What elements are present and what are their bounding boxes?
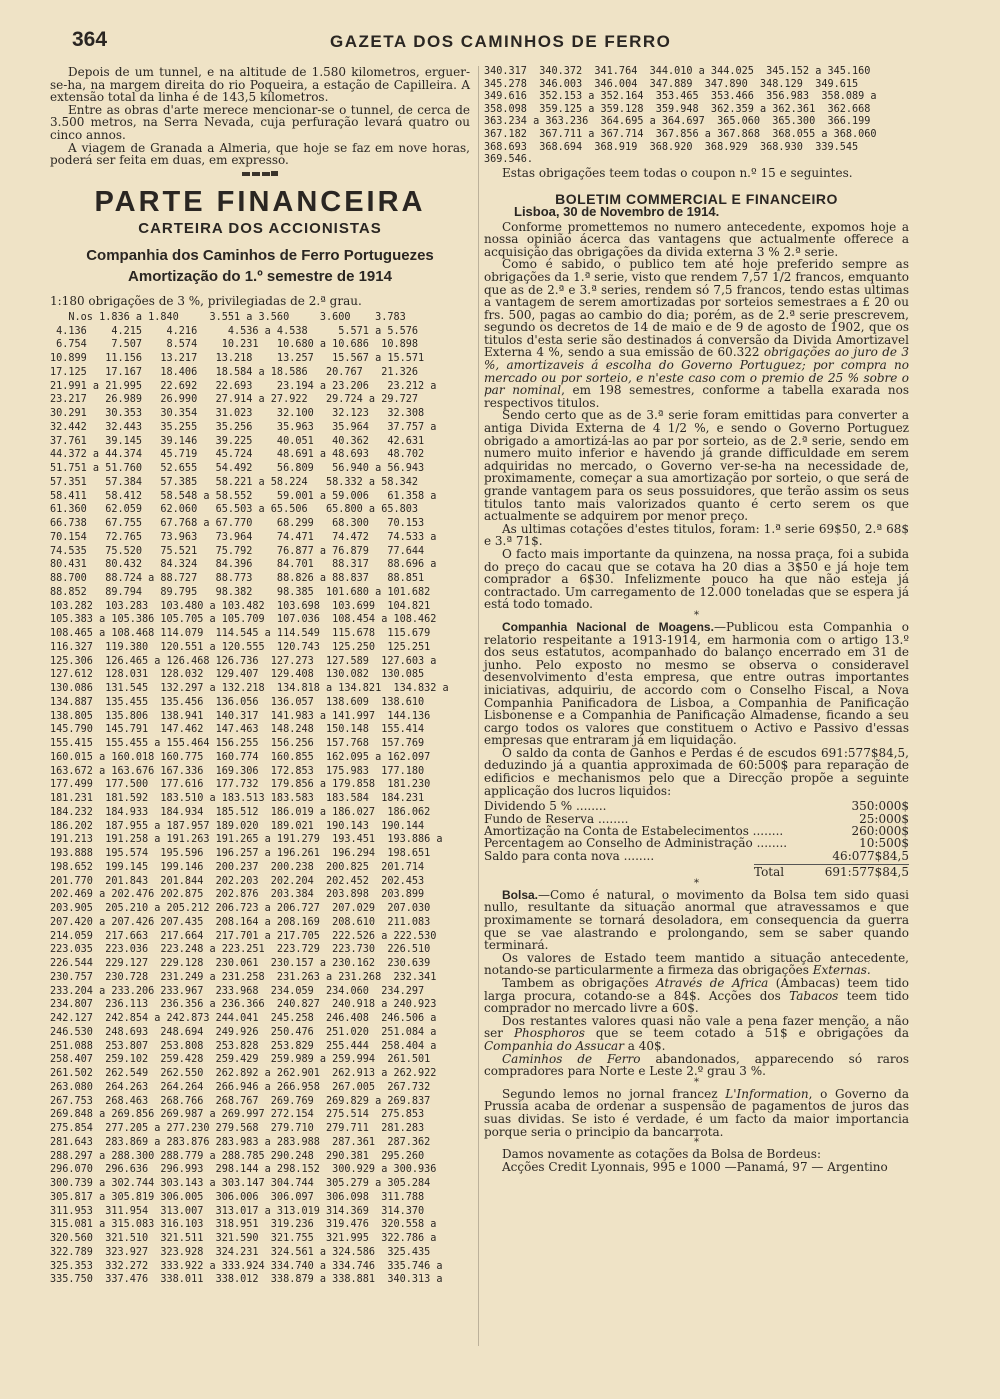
bond-number-row: 61.360 62.059 62.060 65.503 a 65.506 65.800 a 65.803 <box>50 504 419 516</box>
bordeus-paragraph: Damos novamente as cotações da Bolsa de Bordeus: <box>502 1147 822 1162</box>
bond-number-row: 155.415 155.455 a 155.464 156.255 156.256 157.768 157.769 <box>50 738 425 750</box>
bond-number-row: 340.317 340.372 341.764 344.010 a 344.025 345.152 a 345.160 <box>484 66 871 77</box>
text-run: Como é sabido, o publico tem até hoje preferido sempre as obrigações da 1.ª serie, visto que rendem 7,57 1/2 francos, emquanto que as de 2.ª e 3.ª series, rendem só 7,5 francos, tendo estas ultimas a vantagem de serem amortizadas por sorteios semestraes a £ 20 ou frs. 500, pagas ao cambio do dia; porém, as de 2.ª serie prescrevem, segundo os decretos de 14 de maio e de 9 de agosto de 1902, que os titulos d'esta serie são destinados á conversão da Divida Amortizavel Externa 4 %, sendo a sua emissão de 60.322 <box>484 257 909 360</box>
text-run: , o Governo da Prussia acaba de ordenar a suspensão de pagamentos de juros das suas dividas. Se isto é verdade, é um facto da maior importancia porque seria o principio da bancarrota. <box>484 1086 909 1139</box>
bond-number-row: 233.204 a 233.206 233.967 233.968 234.059 234.060 234.297 <box>50 985 425 997</box>
text-run: Segundo lemos no jornal francez <box>502 1086 726 1101</box>
page-header <box>72 28 960 56</box>
bond-number-row: 30.291 30.353 30.354 31.023 32.100 32.123 32.308 <box>50 408 425 420</box>
train-ornament-icon <box>50 169 470 182</box>
estado-paragraph <box>484 952 909 977</box>
bond-number-row: 70.154 72.765 73.963 73.964 74.471 74.472 74.533 a <box>50 531 437 543</box>
bond-number-row: 127.612 128.031 128.032 129.407 129.408 130.082 130.085 <box>50 669 425 681</box>
left-column <box>50 66 470 1287</box>
distribution-row <box>484 800 909 812</box>
bond-number-row: 349.616 352.153 a 352.164 353.465 353.466 356.983 358.089 a <box>484 91 877 103</box>
bond-number-row: 130.086 131.545 132.297 a 132.218 134.818 a 134.821 134.832 a <box>50 683 449 695</box>
intro-paragraph: Depois de um tunnel, e na altitude de 1.580 kilometros, erguer-se-ha, na margem direita do rio Poqueira, a estação de Capilleira. A extensão total da linha é de 143,5 kilometros. <box>50 65 470 105</box>
bond-number-row: 17.125 17.167 18.406 18.584 a 18.586 20.767 21.326 <box>50 366 419 378</box>
boletim-date: Lisboa, 30 de Novembro de 1914. <box>514 203 720 219</box>
bond-number-row: 267.753 268.463 268.766 268.767 269.769 269.829 a 269.837 <box>50 1095 431 1107</box>
bolsa-paragraph <box>484 889 909 952</box>
bond-number-row: 184.232 184.933 184.934 185.512 186.019 a 186.027 186.062 <box>50 806 431 818</box>
bond-number-row: 108.465 a 108.468 114.079 114.545 a 114.549 115.678 115.679 <box>50 628 431 640</box>
bond-number-row: 105.383 a 105.386 105.705 a 105.709 107.036 108.454 a 108.462 <box>50 614 437 626</box>
bond-number-row: 202.469 a 202.476 202.875 202.876 203.384 203.898 203.899 <box>50 889 425 901</box>
bond-number-row: 32.442 32.443 35.255 35.256 35.963 35.964 37.757 a <box>50 421 437 433</box>
bond-number-row: N.os 1.836 a 1.840 3.551 a 3.560 3.600 3.783 <box>50 311 406 323</box>
text-run-italic: Externas. <box>812 963 871 978</box>
section-title: PARTE FINANCEIRA <box>94 186 426 219</box>
bond-number-row: 263.080 264.263 264.264 266.946 a 266.958 267.005 267.732 <box>50 1081 431 1093</box>
bond-number-row: 300.739 a 302.744 303.143 a 303.147 304.744 305.279 a 305.284 <box>50 1178 431 1190</box>
bond-number-row: 51.751 a 51.760 52.655 54.492 56.809 56.940 a 56.943 <box>50 463 425 475</box>
text-run: que se teem cotado a 51$ e obrigações da <box>584 1026 909 1041</box>
section-subtitle: CARTEIRA DOS ACCIONISTAS <box>138 220 382 238</box>
bond-number-row: 269.848 a 269.856 269.987 a 269.997 272.154 275.514 275.853 <box>50 1109 425 1121</box>
bond-number-row: 214.059 217.663 217.664 217.701 a 217.705 222.526 a 222.530 <box>50 930 437 942</box>
bond-number-row: 368.693 368.694 368.919 368.920 368.929 368.930 339.545 <box>484 141 859 153</box>
bond-number-row: 261.502 262.549 262.550 262.892 a 262.901 262.913 a 262.922 <box>50 1068 437 1080</box>
moagens-paragraph <box>484 621 909 747</box>
text-run-italic: Companhia do Assucar <box>484 1039 624 1053</box>
boletim-paragraph: As ultimas cotações d'estes titulos, foram: 1.ª serie 69$50, 2.ª 68$ e 3.ª 71$. <box>484 521 909 549</box>
distribution-label: Saldo para conta nova ........ <box>484 848 655 863</box>
distribution-row <box>484 837 909 849</box>
bond-number-row: 116.327 119.380 120.551 a 120.555 120.743 125.250 125.251 <box>50 641 431 653</box>
amortization-title: Amortização do 1.º semestre de 1914 <box>128 268 392 286</box>
text-run-italic: Tabacos <box>789 988 839 1003</box>
bond-number-row: 80.431 80.432 84.324 84.396 84.701 88.317 88.696 a <box>50 559 437 571</box>
boletim-paragraph <box>484 258 909 409</box>
bond-number-row: 181.231 181.592 183.510 a 183.513 183.583 183.584 184.231 <box>50 793 425 805</box>
bond-number-row: 74.535 75.520 75.521 75.792 76.877 a 76.879 77.644 <box>50 545 425 557</box>
asterisk-separator: * <box>694 1137 699 1149</box>
bond-number-row: 345.278 346.003 346.004 347.889 347.890 348.129 349.615 <box>484 78 859 90</box>
company-title: Companhia dos Caminhos de Ferro Portuguezes <box>86 247 434 265</box>
asterisk-separator: * <box>694 609 699 621</box>
bond-number-row: 6.754 7.507 8.574 10.231 10.680 a 10.686 10.898 <box>50 339 419 351</box>
caminhos-paragraph <box>484 1053 909 1078</box>
intro-paragraph: A viagem de Granada a Almeria, que hoje se faz em nove horas, poderá ser feita em duas, em expresso. <box>50 140 470 168</box>
right-column <box>484 66 909 1173</box>
bond-number-row: 258.407 259.102 259.428 259.429 259.989 a 259.994 261.501 <box>50 1054 431 1066</box>
text-run: —Publicou esta Companhia o relatorio respeitante a 1913-1914, em harmonia com o artigo 13.º dos seus estatutos, acompanhado do balanço encerrado em 31 de junho. Pelo exposto no mesmo se observa o consideravel desenvolvimento d'esta empresa, que entre outras importantes iniciativas, adquiriu, de accordo com o Conselho Fiscal, a Nova Companhia Panificadora de Lisboa, a Companhia de Panificação Lisbonense e a Companhia de Panificação Almadense, ficando a seu cargo todos os valores que constituem o Activo e Passivo d'essas empresas que entraram já em liquidação. <box>484 619 910 748</box>
bond-number-row: 160.015 a 160.018 160.775 160.774 160.855 162.095 a 162.097 <box>50 751 431 763</box>
distribution-value: 46:077$84,5 <box>832 848 909 863</box>
asterisk-separator: * <box>694 1076 699 1088</box>
bond-number-row: 163.672 a 163.676 167.336 169.306 172.853 175.983 177.180 <box>50 765 425 777</box>
distribution-label: Amortização na Conta de Estabelecimentos ........ <box>484 824 784 839</box>
bond-number-row: 134.887 135.455 135.456 136.056 136.057 138.609 138.610 <box>50 696 425 708</box>
bond-number-row: 230.757 230.728 231.249 a 231.258 231.263 a 231.268 232.341 <box>50 971 437 983</box>
boletim-paragraph: Sendo certo que as de 3.ª serie foram emittidas para converter a antiga Divida Externa de 4 1/2 %, e sendo o Governo Portuguez obrigado a amortizá-las ao par por sorteio, as de 2.ª serie, sendo em numero muito inferior e havendo já grande difficuldade em serem adquiridas no mercado, o Governo ver-se-ha na necessidade de, proximamente, começar a sua amortização por sorteio, o que será de grande vantagem para os seus possuidores, que terão assim os seus titulos tanto mais valorizados quanto é certo serem os que actualmente se adquirem por menor preço. <box>484 408 909 524</box>
bond-number-row: 37.761 39.145 39.146 39.225 40.051 40.362 42.631 <box>50 435 425 447</box>
text-run-italic: L'Information <box>725 1086 809 1101</box>
bond-number-row: 325.353 332.272 333.922 a 333.924 334.740 a 334.746 335.746 a <box>50 1260 443 1272</box>
page-title: GAZETA DOS CAMINHOS DE FERRO <box>330 32 672 51</box>
bond-number-row: 191.213 191.258 a 191.263 191.265 a 191.279 193.451 193.886 a <box>50 834 443 846</box>
bond-number-row: 251.088 253.807 253.808 253.828 253.829 255.444 258.404 a <box>50 1040 437 1052</box>
bond-number-row: 88.700 88.724 a 88.727 88.773 88.826 a 88.837 88.851 <box>50 573 425 585</box>
bond-number-row: 57.351 57.384 57.385 58.221 a 58.224 58.332 a 58.342 <box>50 476 419 488</box>
bond-number-list-continued <box>484 66 909 167</box>
restantes-paragraph <box>484 1015 909 1053</box>
text-run-italic: Caminhos de Ferro <box>502 1051 641 1066</box>
text-run-italic: Através de Africa <box>656 976 769 991</box>
bond-number-row: 358.098 359.125 a 359.128 359.948 362.359 a 362.361 362.668 <box>484 103 871 115</box>
distribution-value: 260:000$ <box>851 824 909 839</box>
bond-number-list <box>50 311 470 1287</box>
distribution-value: 25:000$ <box>859 811 909 826</box>
bond-number-row: 138.805 135.806 138.941 140.317 141.983 a 141.997 144.136 <box>50 710 431 722</box>
bond-number-row: 21.991 a 21.995 22.692 22.693 23.194 a 23.206 23.212 a <box>50 380 437 392</box>
asterisk-separator: * <box>694 877 699 889</box>
boletim-paragraph: Conforme promettemos no numero antecedente, expomos hoje a nossa opinião ácerca das vantagens que actualmente offerece a acquisição das obrigações da divida externa 3 % 2.ª serie. <box>484 219 909 259</box>
bond-number-row: 234.807 236.113 236.356 a 236.366 240.827 240.918 a 240.923 <box>50 999 437 1011</box>
text-run: (Ambacas) teem tido larga procura, cotando-se a 84$. Acções dos <box>484 976 909 1003</box>
bond-number-row: 315.081 a 315.083 316.103 318.951 319.236 319.476 320.558 a <box>50 1219 437 1231</box>
bond-number-row: 177.499 177.500 177.616 177.732 179.856 a 179.858 181.230 <box>50 779 431 791</box>
bond-number-row: 88.852 89.794 89.795 98.382 98.385 101.680 a 101.682 <box>50 586 431 598</box>
africa-paragraph <box>484 977 909 1015</box>
bond-number-row: 66.738 67.755 67.768 a 67.770 68.299 68.300 70.153 <box>50 518 425 530</box>
bond-number-row: 367.182 367.711 a 367.714 367.856 a 367.868 368.055 a 368.060 <box>484 128 877 140</box>
bond-number-row: 246.530 248.693 248.694 249.926 250.476 251.020 251.084 a <box>50 1026 437 1038</box>
boletim-paragraph: O facto mais importante da quinzena, na nossa praça, foi a subida do preço do cacau que se cotava ha 20 dias a 3$50 e já hoje tem comprador a 6$30. Infelizmente pouco ha que não esteja já contractado. Um carregamento de 12.000 toneladas que se espera já está todo tomado. <box>484 546 909 612</box>
text-run: , em 198 semestres, conforme a tabella exarada nos respectivos titulos. <box>484 383 909 410</box>
distribution-label: Fundo de Reserva ........ <box>484 811 629 826</box>
bond-number-row: 242.127 242.854 a 242.873 244.041 245.258 246.408 246.506 a <box>50 1013 437 1025</box>
bordeus-paragraph: Acções Credit Lyonnais, 995 e 1000 —Panamá, 97 — Argentino <box>502 1159 888 1174</box>
distribution-value: 350:000$ <box>851 799 909 814</box>
bond-number-row: 207.420 a 207.426 207.435 208.164 a 208.169 208.610 211.083 <box>50 916 431 928</box>
amortization-intro: 1:180 obrigações de 3 %, privilegiadas de 2.ª grau. <box>50 294 362 309</box>
bond-number-row: 58.411 58.412 58.548 a 58.552 59.001 a 59.006 61.358 a <box>50 490 437 502</box>
bond-number-row: 223.035 223.036 223.248 a 223.251 223.729 223.730 226.510 <box>50 944 431 956</box>
text-run: Os valores de Estado teem mantido a situação antecedente, notando-se particularmente a firmeza das obrigações <box>484 950 909 978</box>
bond-number-row: 145.790 145.791 147.462 147.463 148.248 150.148 155.414 <box>50 724 425 736</box>
text-run-italic: obrigações ao juro de 3 %, amortizaveis á escolha do Governo Portuguez; por compra no mercado ou por sorteio, e n'este caso com o premio de 25 % sobre o par nominal <box>484 345 909 398</box>
bond-number-row: 335.750 337.476 338.011 338.012 338.879 a 338.881 340.313 a <box>50 1274 443 1286</box>
coupon-note: Estas obrigações teem todas o coupon n.º 15 e seguintes. <box>502 165 853 180</box>
bond-number-row: 4.136 4.215 4.216 4.536 a 4.538 5.571 a 5.576 <box>50 325 419 337</box>
text-run-italic: Phosphoros <box>513 1026 585 1041</box>
total-label: Total <box>754 865 785 880</box>
bond-number-row: 322.789 323.927 323.928 324.231 324.561 a 324.586 325.435 <box>50 1246 431 1258</box>
bond-number-row: 193.888 195.574 195.596 196.257 a 196.261 196.294 198.651 <box>50 848 431 860</box>
bond-number-row: 44.372 a 44.374 45.719 45.724 48.691 a 48.693 48.702 <box>50 449 425 461</box>
prussia-paragraph <box>484 1088 909 1138</box>
bond-number-row: 281.643 283.869 a 283.876 283.983 a 283.988 287.361 287.362 <box>50 1136 431 1148</box>
saldo-paragraph: O saldo da conta de Ganhos e Perdas é de escudos 691:577$84,5, deduzindo já a quantia approximada de 60:500$ para reparação de edificios e mechanismos pelo que a Direcção propõe a seguinte applicação dos lucros liquidos: <box>484 745 909 798</box>
bolsa-lead: Bolsa. <box>502 887 539 902</box>
bond-number-row: 186.202 187.955 a 187.957 189.020 189.021 190.143 190.144 <box>50 820 425 832</box>
bond-number-row: 275.854 277.205 a 277.230 279.568 279.710 279.711 281.283 <box>50 1123 425 1135</box>
bond-number-row: 201.770 201.843 201.844 202.203 202.204 202.452 202.453 <box>50 875 425 887</box>
text-run: teem tido comprador no mercado livre a 60$. <box>484 988 909 1016</box>
moagens-lead: Companhia Nacional de Moagens. <box>502 619 714 634</box>
distribution-label: Percentagem ao Conselho de Administração ........ <box>484 836 788 851</box>
bond-number-row: 305.817 a 305.819 306.005 306.006 306.097 306.098 311.788 <box>50 1191 425 1203</box>
bond-number-row: 23.217 26.989 26.990 27.914 a 27.922 29.724 a 29.727 <box>50 394 419 406</box>
bond-number-row: 369.546. <box>484 154 534 166</box>
distribution-label: Dividendo 5 % ........ <box>484 799 607 814</box>
text-run: Dos restantes valores quasi não vale a pena fazer menção, a não ser <box>484 1013 909 1041</box>
text-run: Tambem as obrigações <box>502 976 657 991</box>
bond-number-row: 203.905 205.210 a 205.212 206.723 a 206.727 207.029 207.030 <box>50 903 431 915</box>
bond-number-row: 198.652 199.145 199.146 200.237 200.238 200.825 201.714 <box>50 861 425 873</box>
bond-number-row: 363.234 a 363.236 364.695 a 364.697 365.060 365.300 366.199 <box>484 116 871 128</box>
text-run: —Como é natural, o movimento da Bolsa tem sido quasi nullo, resultante da situação anormal que atravessamos e que proximamente se tornará desoladora, em consequencia da guerra que se vae alastrando e prolongando, sem se saber quando terminará. <box>484 887 909 953</box>
page-number: 364 <box>72 28 108 51</box>
distribution-table <box>484 800 909 862</box>
boletim-title: BOLETIM COMMERCIAL E FINANCEIRO <box>555 191 838 208</box>
bond-number-row: 226.544 229.127 229.128 230.061 230.157 a 230.162 230.639 <box>50 958 431 970</box>
distribution-value: 10:500$ <box>859 836 909 851</box>
text-run: a 40$. <box>623 1039 666 1053</box>
distribution-row <box>484 850 909 862</box>
bond-number-row: 125.306 126.465 a 126.468 126.736 127.273 127.589 127.603 a <box>50 655 437 667</box>
intro-paragraph: Entre as obras d'arte merece mencionar-se o tunnel, de cerca de 3.500 metros, na Serra Nevada, cuja perfuração levará quatro ou cinco annos. <box>50 102 470 142</box>
total-value: 691:577$84,5 <box>824 865 909 880</box>
bond-number-row: 311.953 311.954 313.007 313.017 a 313.019 314.369 314.370 <box>50 1205 425 1217</box>
total-row <box>754 864 909 879</box>
bond-number-row: 288.297 a 288.300 288.779 a 288.785 290.248 290.381 295.260 <box>50 1150 425 1162</box>
bond-number-row: 320.560 321.510 321.511 321.590 321.755 321.995 322.786 a <box>50 1233 437 1245</box>
text-run: abandonados, apparecendo só raros compradores para Norte e Leste 2.º grau 3 %. <box>484 1051 909 1079</box>
bond-number-row: 296.070 296.636 296.993 298.144 a 298.152 300.929 a 300.936 <box>50 1164 437 1176</box>
column-divider <box>478 66 479 1346</box>
bond-number-row: 103.282 103.283 103.480 a 103.482 103.698 103.699 104.821 <box>50 600 431 612</box>
bond-number-row: 10.899 11.156 13.217 13.218 13.257 15.567 a 15.571 <box>50 353 425 365</box>
